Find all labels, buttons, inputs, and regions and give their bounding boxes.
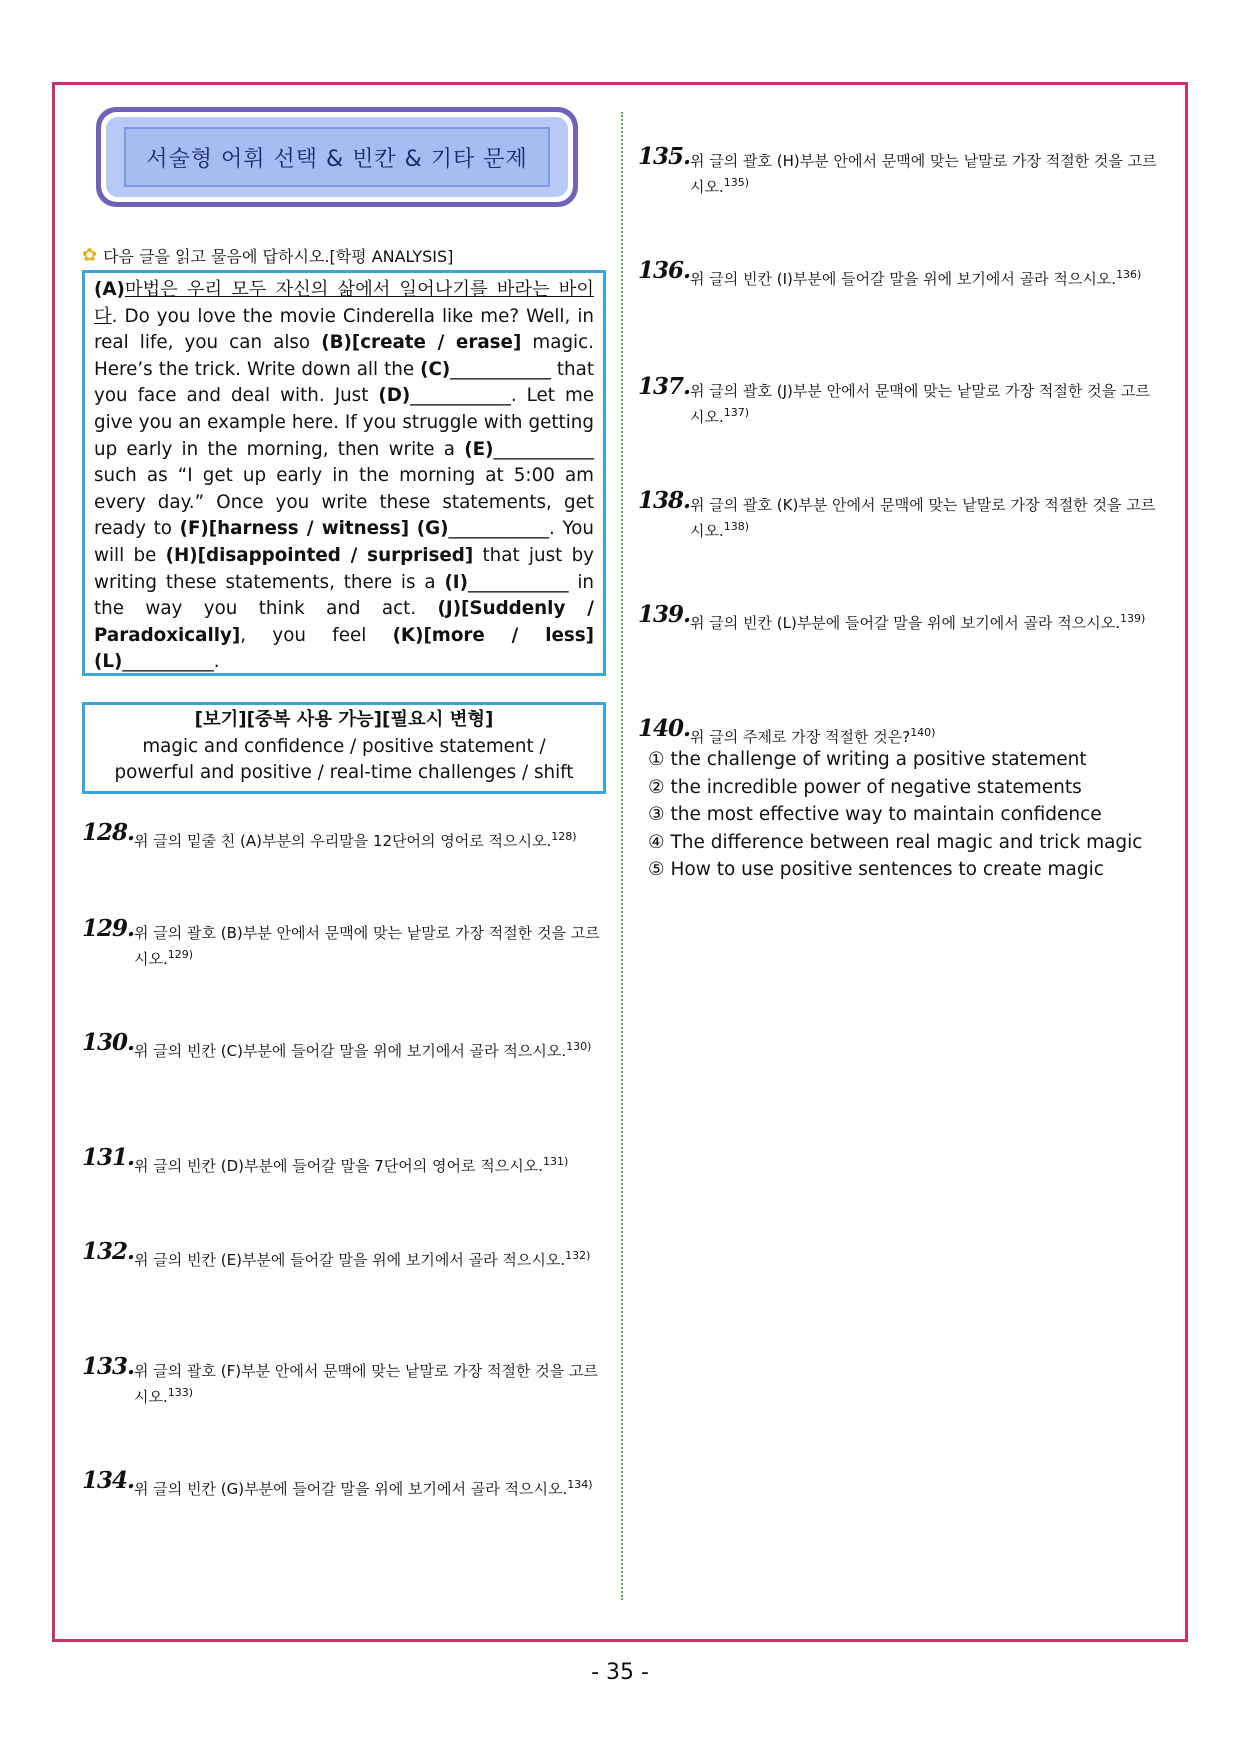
passage-text: . Let me give you an example here. If you struggle with getting up early in the morning, then write a xyxy=(94,385,594,460)
footnote-ref: 132) xyxy=(565,1249,591,1262)
question-text: 위 글의 괄호 (J)부분 안에서 문맥에 맞는 낱말로 가장 적절한 것을 고르시오. xyxy=(690,382,1150,426)
choice-b: (B)[create / erase] xyxy=(321,332,522,354)
passage-text: that just by writing these statements, there is a xyxy=(94,544,594,593)
question-number: 129. xyxy=(82,915,135,942)
footnote-ref: 139) xyxy=(1120,612,1146,625)
passage-text: such as “I get up early in the morning at 5:00 am every day.” Once you write these statements, get ready to xyxy=(94,465,594,540)
question-number: 130. xyxy=(82,1029,135,1056)
question-number: 128. xyxy=(82,819,135,846)
option-3[interactable]: ③ the most effective way to maintain confidence xyxy=(648,804,1102,825)
answer-options xyxy=(648,746,1142,884)
question-number: 136. xyxy=(638,257,691,284)
question-text: 위 글의 빈칸 (L)부분에 들어갈 말을 위에 보기에서 골라 적으시오. xyxy=(690,614,1120,632)
blank-c: ___________ xyxy=(450,358,551,380)
passage-text: . Do you love the movie Cinderella like me? Well, in real life, you can also xyxy=(94,305,594,354)
question-text: 위 글의 괄호 (F)부분 안에서 문맥에 맞는 낱말로 가장 적절한 것을 고르시오. xyxy=(134,1362,599,1406)
flower-icon: ✿ xyxy=(82,245,98,266)
question-131 xyxy=(82,1144,602,1177)
option-2[interactable]: ② the incredible power of negative statements xyxy=(648,776,1082,798)
blank-i: ___________ xyxy=(467,571,569,593)
footnote-ref: 138) xyxy=(723,520,750,533)
question-number: 131. xyxy=(82,1144,135,1171)
reading-passage xyxy=(82,270,606,676)
question-number: 133. xyxy=(82,1353,135,1380)
option-1[interactable]: ① the challenge of writing a positive statement xyxy=(648,749,1087,770)
footnote-ref: 135) xyxy=(723,176,750,189)
option-4[interactable]: ④ The difference between real magic and trick magic xyxy=(648,831,1143,853)
passage-text: , you feel xyxy=(240,624,393,646)
word-bank-title: [보기][중복 사용 가능][필요시 변형] xyxy=(194,709,494,730)
question-130 xyxy=(82,1029,602,1062)
question-138 xyxy=(638,487,1158,542)
footnote-ref: 137) xyxy=(723,406,750,419)
blank-d-label: (D) xyxy=(378,385,411,407)
question-text: 위 글의 빈칸 (I)부분에 들어갈 말을 위에 보기에서 골라 적으시오. xyxy=(690,270,1117,288)
column-divider xyxy=(621,112,623,1600)
footnote-ref: 128) xyxy=(551,830,577,843)
question-number: 137. xyxy=(638,373,691,400)
question-text: 위 글의 괄호 (K)부분 안에서 문맥에 맞는 낱말로 가장 적절한 것을 고르시오. xyxy=(690,496,1156,540)
passage-text: magic. Here’s the trick. Write down all the xyxy=(94,332,594,380)
word-bank-line: magic and confidence / positive statement / xyxy=(142,735,546,757)
question-number: 135. xyxy=(638,143,691,170)
word-bank xyxy=(82,702,606,794)
question-text: 위 글의 빈칸 (C)부분에 들어갈 말을 위에 보기에서 골라 적으시오. xyxy=(134,1042,567,1060)
word-bank-line: powerful and positive / real-time challenges / shift xyxy=(114,762,574,784)
blank-g: ___________ xyxy=(448,518,550,540)
question-128 xyxy=(82,819,602,852)
question-133 xyxy=(82,1353,602,1408)
passage-text: . You will be xyxy=(94,518,594,566)
question-number: 139. xyxy=(638,601,691,628)
question-text: 위 글의 괄호 (B)부분 안에서 문맥에 맞는 낱말로 가장 적절한 것을 고르시오. xyxy=(134,924,600,968)
question-129 xyxy=(82,915,602,970)
question-text: 위 글의 빈칸 (G)부분에 들어갈 말을 위에 보기에서 골라 적으시오. xyxy=(134,1480,568,1498)
blank-l-label: (L) xyxy=(94,651,123,673)
blank-c-label: (C) xyxy=(420,358,451,380)
question-132 xyxy=(82,1238,602,1271)
question-134 xyxy=(82,1467,602,1500)
choice-j: (J)[Suddenly / Paradoxically] xyxy=(94,598,594,646)
label-a: (A) xyxy=(94,279,125,300)
footnote-ref: 140) xyxy=(910,726,936,739)
choice-k: (K)[more / less] xyxy=(392,624,594,646)
footnote-ref: 136) xyxy=(1116,268,1142,281)
footnote-ref: 134) xyxy=(567,1478,593,1491)
section-title: 서술형 어휘 선택 & 빈칸 & 기타 문제 xyxy=(124,127,550,187)
blank-e-label: (E) xyxy=(464,438,494,460)
blank-i-label: (I) xyxy=(444,571,468,593)
question-number: 138. xyxy=(638,487,691,514)
passage-text: in the way you think and act. xyxy=(94,571,595,620)
question-text: 위 글의 괄호 (H)부분 안에서 문맥에 맞는 낱말로 가장 적절한 것을 고르시오. xyxy=(690,152,1157,196)
passage-text: . xyxy=(213,651,220,673)
page-number: - 35 - xyxy=(591,1660,649,1685)
instruction-text: 다음 글을 읽고 물음에 답하시오.[학평 ANALYSIS] xyxy=(103,247,454,266)
underlined-a: 마법은 우리 모두 자신의 삶에서 일어나기를 바라는 바이다 xyxy=(94,279,594,327)
blank-g-label: (G) xyxy=(416,518,449,540)
question-text: 위 글의 밑줄 친 (A)부분의 우리말을 12단어의 영어로 적으시오. xyxy=(134,832,552,850)
question-140 xyxy=(638,715,1158,748)
question-number: 132. xyxy=(82,1238,135,1265)
question-number: 134. xyxy=(82,1467,135,1494)
instruction xyxy=(82,244,453,267)
choice-h: (H)[disappointed / surprised] xyxy=(165,544,474,566)
footnote-ref: 131) xyxy=(542,1155,569,1168)
blank-e: ___________ xyxy=(493,438,594,460)
question-137 xyxy=(638,373,1158,428)
footnote-ref: 130) xyxy=(566,1040,592,1053)
footnote-ref: 133) xyxy=(167,1386,194,1399)
choice-f: (F)[harness / witness] xyxy=(179,518,410,540)
question-number: 140. xyxy=(638,715,691,742)
option-5[interactable]: ⑤ How to use positive sentences to create magic xyxy=(648,859,1104,880)
question-text: 위 글의 주제로 가장 적절한 것은? xyxy=(690,728,911,746)
passage-text: that you face and deal with. Just xyxy=(94,358,594,407)
question-text: 위 글의 빈칸 (E)부분에 들어갈 말을 위에 보기에서 골라 적으시오. xyxy=(134,1251,566,1269)
question-135 xyxy=(638,143,1158,198)
footnote-ref: 129) xyxy=(167,948,194,961)
blank-l: __________ xyxy=(122,651,214,673)
blank-d: ___________ xyxy=(410,385,511,407)
question-139 xyxy=(638,601,1158,634)
question-text: 위 글의 빈칸 (D)부분에 들어갈 말을 7단어의 영어로 적으시오. xyxy=(134,1157,543,1175)
question-136 xyxy=(638,257,1158,290)
section-banner xyxy=(96,107,578,207)
